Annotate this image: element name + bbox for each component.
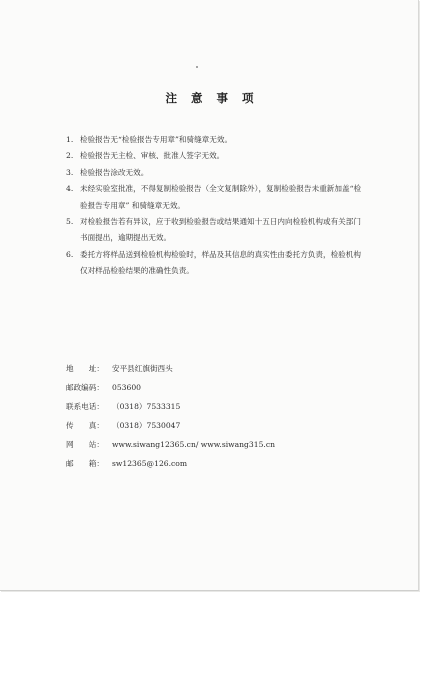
contact-row-address bbox=[66, 360, 366, 379]
note-item bbox=[66, 148, 366, 164]
note-number: 5. bbox=[66, 217, 74, 227]
note-item bbox=[66, 165, 366, 181]
note-text: 委托方将样品送到检验机构检验时，样品及其信息的真实性由委托方负责，检验机构仅对样品检验结果的准确性负责。 bbox=[80, 249, 361, 276]
contact-label: 传 真： bbox=[66, 420, 104, 430]
contact-value: （0318）7533315 bbox=[112, 401, 181, 411]
contact-label: 邮 箱： bbox=[66, 458, 104, 468]
note-text: 检验报告涂改无效。 bbox=[80, 167, 149, 177]
contact-row-fax bbox=[66, 417, 366, 436]
contact-row-website bbox=[66, 436, 366, 455]
contact-value: 053600 bbox=[112, 382, 141, 392]
note-item bbox=[66, 214, 366, 247]
note-item bbox=[66, 181, 366, 214]
note-number: 2. bbox=[66, 151, 74, 161]
note-number: 4. bbox=[66, 184, 74, 194]
note-text: 未经实验室批准，不得复制检验报告（全文复制除外），复制检验报告未重新加盖“检验报告专用章” 和骑缝章无效。 bbox=[80, 184, 362, 210]
note-number: 3. bbox=[66, 167, 74, 177]
contact-row-email bbox=[66, 455, 366, 474]
note-number: 6. bbox=[66, 249, 74, 259]
note-item bbox=[66, 247, 366, 280]
note-text: 对检验报告若有异议，应于收到检验报告或结果通知十五日内向检验机构或有关部门书面提出，逾期提出无效。 bbox=[80, 217, 361, 243]
note-number: 1. bbox=[66, 135, 74, 144]
note-text: 检验报告无“检验报告专用章”和骑缝章无效。 bbox=[80, 135, 233, 144]
contact-row-phone bbox=[66, 398, 366, 417]
contact-label: 地 址： bbox=[66, 364, 104, 373]
page-title: 注 意 事 项 bbox=[165, 91, 259, 105]
contact-value: 安平县红旗街西头 bbox=[112, 364, 173, 373]
contact-label: 网 站： bbox=[66, 439, 104, 449]
contact-info bbox=[66, 360, 366, 473]
contact-value: （0318）7530047 bbox=[112, 420, 181, 430]
stray-mark bbox=[196, 66, 198, 68]
notes-list bbox=[66, 132, 366, 280]
contact-row-postcode bbox=[66, 379, 366, 398]
contact-value-link[interactable]: sw12365@126.com bbox=[112, 458, 188, 468]
note-item bbox=[66, 132, 366, 148]
contact-label: 联系电话： bbox=[66, 401, 104, 411]
contact-label: 邮政编码： bbox=[66, 382, 104, 392]
contact-value-link[interactable]: www.siwang12365.cn/ www.siwang315.cn bbox=[112, 439, 275, 449]
note-text: 检验报告无主检、审核、批准人签字无效。 bbox=[80, 151, 225, 161]
